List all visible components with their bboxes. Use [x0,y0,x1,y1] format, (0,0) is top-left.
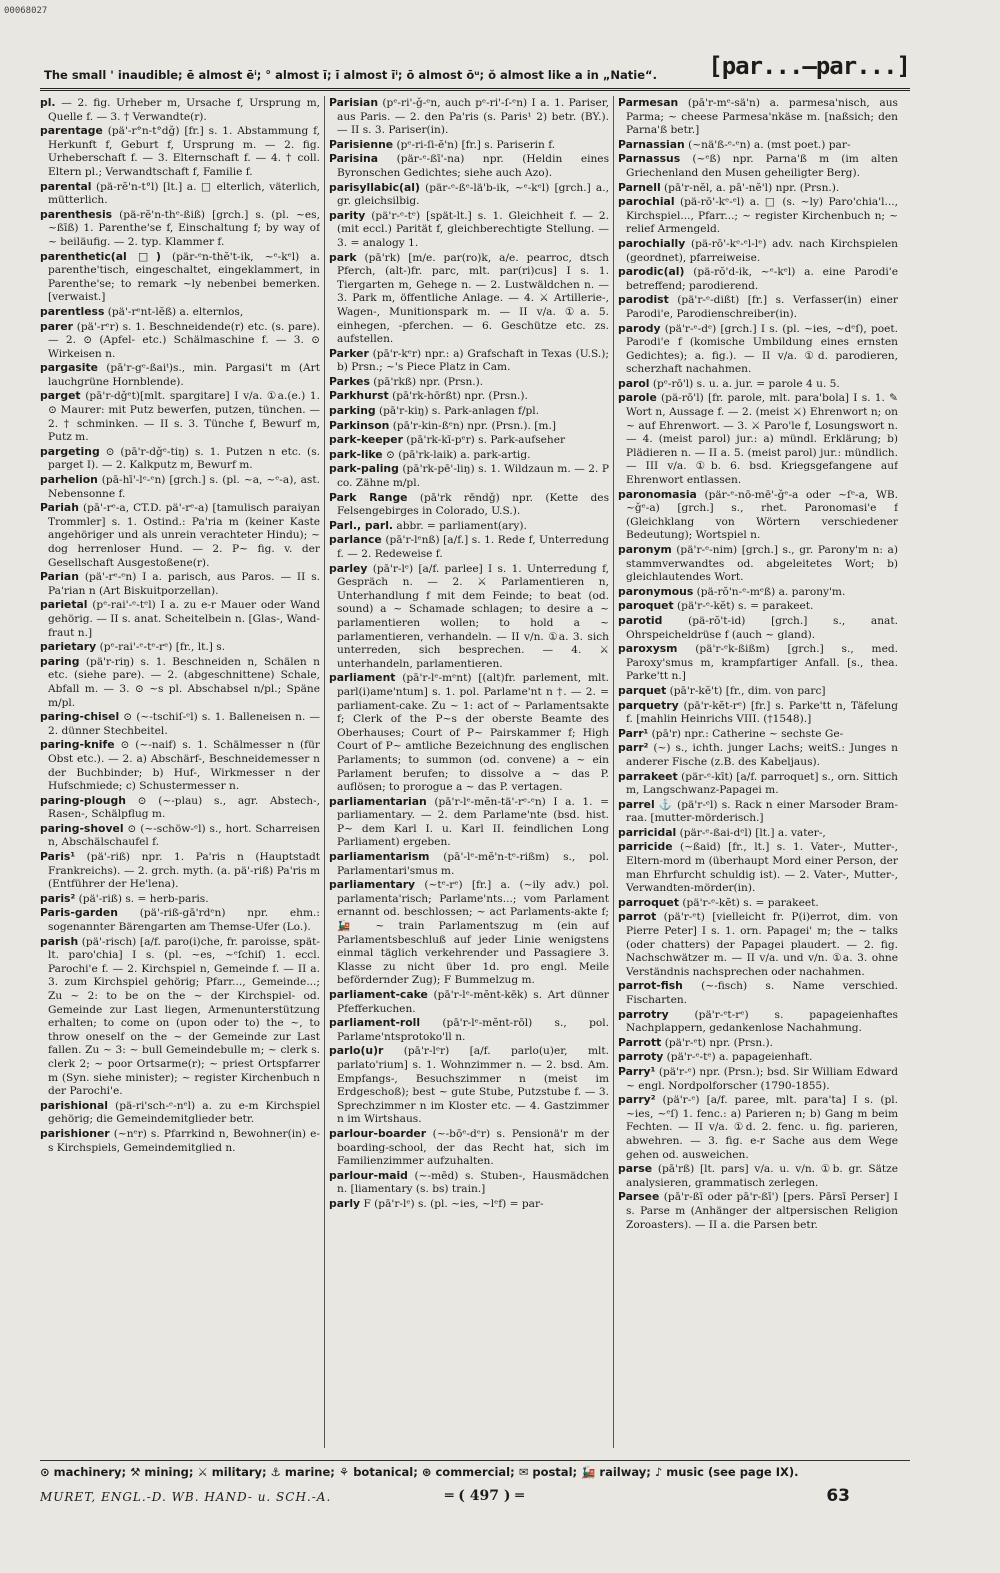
headword: park-keeper [329,433,403,447]
entry-definition: (pä'-riß-gā'rdᵉn) npr. ehm.: sogenannter Bärengarten am Themse-Ufer (Lo.). [48,907,320,934]
entry-definition: (pā'r-lᵉ-mĕn-tä'-rᵉ-ᵉn) I a. 1. = parliamentary. — 2. dem Parlame'nte (bsd. hist. P~ dem Karl I. u. Karl II. feindlichen Long Parliament) ergeben. [337,795,609,849]
dictionary-entry [618,1190,898,1232]
headword: Parisienne [329,137,394,151]
dictionary-entry [40,180,320,208]
column-2 [329,96,609,1448]
entry-definition: (pä'-r°n-t°dǧ) [fr.] s. 1. Abstammung f, Herkunft f, Geburt f, Ursprung m. — 2. fig. Urheberschaft f. — 3. Elternschaft f. — 4. † coll. Eltern pl.; Verwandtschaft f, Familie f. [48,125,320,178]
entry-definition: ⊙ (pā'rk-laik) a. park-artig. [386,448,531,461]
headword: Parrott [618,1035,662,1049]
dictionary-entry [40,794,320,822]
entry-definition: (pä'r-ᵉt) npr. (Prsn.). [664,1036,774,1049]
entry-definition: ⚓ (pä'r-ᵉl) s. Rack n einer Marsoder Bram-raa. [mutter-mörderisch.] [626,798,898,825]
entry-definition: (pä'-rᵉnt-lĕß) a. elternlos, [107,305,244,318]
entry-definition: abbr. = parliament(ary). [396,519,527,532]
headword: Pariah [40,501,79,515]
entry-definition: (pā'-rᵉ-a, CT.D. pä'-rᵉ-a) [tamulisch paraiyan Trommler] s. 1. Ostind.: Pa'ria m (keiner Kaste angehöriger und als unrein verachteter Hindu); ~ dog herrenloser Hund. — 2. P~ fig. v. der Gesellschaft Ausgestoßene(r). [48,502,320,569]
entry-definition: ⊙ (~-plau) s., agr. Abstech-, Rasen-, Schälpflug m. [48,794,320,821]
headword: parrakeet [618,769,678,783]
entry-definition: (pā'r-ßī oder pā'r-ßī') [pers. Pārsī Perser] I s. Parse m (Anhänger der altpersischen Religion Zoroasters). — II a. die Parsen betr. [626,1191,898,1231]
headword: parliamentarism [329,850,430,864]
entry-definition: (pär-ᵉ-ßī'-na) npr. (Heldin eines Byronschen Gedichtes; siehe auch Azo). [337,153,609,179]
headword: parliamentarian [329,794,427,808]
headword: parentage [40,124,103,138]
headword: parer [40,319,73,333]
entry-definition: (~ßaid) [fr., lt.] s. 1. Vater-, Mutter-, Eltern-mord m (überhaupt Mord einer Person, der man Ehrfurcht schuldig ist). — 2. Vater-, Mutter-, Verwandten-mörder(in). [626,841,898,895]
headword: paring-knife [40,738,115,752]
entry-definition: (pä-rō'l) [fr. parole, mlt. para'bola] I s. 1. ✎ Wort n, Aussage f. — 2. (meist ⚔) Ehrenwort n; on ~ auf Ehrenwort. — 3. ⚔ Paro'le f, Losungswort n. — 4. (meist parol) jur.: a) mündl. Erklärung; b) Plädieren n. — II a. 5. (meist parol) jur.: mündlich. — III v/a. ①b. 6. bsd. Kriegsgefangene auf Ehrenwort entlassen. [626,392,898,487]
entry-definition: (pā'r-lᵉ-mĕnt-rōl) s., pol. Parlame'ntsprotoko'll n. [337,1017,609,1043]
headword: parquet [618,683,667,697]
dictionary-entry [40,1099,320,1127]
dictionary-entry [329,448,609,463]
dictionary-entry [329,533,609,561]
entry-definition: (pär-ᵉn-thĕ't-ik, ~ᵉ-kᵉl) a. parenthe'tisch, eingeschaltet, eingeklammert, in Parenthe'se; to remark ~ly nebenbei bemerken. [verwaist.] [48,250,320,304]
dictionary-entry [329,878,609,988]
headword: parrot-fish [618,979,683,993]
dictionary-entry [618,585,898,600]
dictionary-entry [329,209,609,251]
headword: parking [329,404,376,418]
dictionary-entry [329,347,609,375]
dictionary-entry [618,910,898,979]
headword: Parisina [329,152,379,166]
dictionary-entry [329,462,609,490]
dictionary-entry [40,208,320,250]
page-header [40,52,910,91]
entry-definition: (pä-ri'sch-ᵉ-nᵉl) a. zu e-m Kirchspiel gehörig; die Gemeindemitglieder betr. [48,1099,320,1126]
headword: parol [618,376,650,390]
entry-definition: (pä-rŏ't-id) [grch.] s., anat. Ohrspeicheldrüse f (auch ~ gland). [626,614,898,641]
headword: parliamentary [329,878,416,892]
dictionary-entry [40,320,320,362]
dictionary-entry [618,322,898,377]
entry-definition: (pä-rō'-kᵉ-ᵉl-lᵉ) adv. nach Kirchspielen (geordnet), pfarreiweise. [626,237,898,264]
headword: parliament [329,671,396,685]
headword: parry² [618,1093,656,1107]
headword: parishioner [40,1126,110,1140]
dictionary-entry [329,433,609,448]
entry-definition: F (pā'r-lᵉ) s. (pl. ~ies, ~lᵉf) = par- [363,1197,544,1210]
dictionary-entry [618,1093,898,1162]
dictionary-entry [40,124,320,179]
dictionary-entry [329,152,609,180]
entry-definition: (~-fisch) s. Name verschied. Fischarten. [626,980,898,1006]
headword: Parkhurst [329,389,389,403]
entry-definition: (pā'rk-pē'-liŋ) s. 1. Wildzaun m. — 2. P co. Zähne m/pl. [337,463,609,490]
headword: parisyllabic(al) [329,180,420,194]
dictionary-entry [40,598,320,640]
entry-definition: (~nä'ß-ᵉ-ᵉn) a. (mst poet.) par- [688,138,851,151]
dictionary-entry [618,237,898,265]
entry-definition: (~ᵉß) npr. Parna'ß m (im alten Griechenland den Musen geheiligter Berg). [626,153,898,179]
headword: Parl., parl. [329,518,394,532]
entry-definition: (pär-ᵉ-ßᵉ-lä'b-ik, ~ᵉ-kᵉl) [grch.] a., gr. gleichsilbig. [337,181,609,208]
entry-definition: (pā'r-kin-ßᵉn) npr. (Prsn.). [m.] [392,419,556,432]
dictionary-entry [618,1162,898,1190]
headword: paroquet [618,599,674,613]
dictionary-entry [618,614,898,642]
source-title: MURET, ENGL.-D. WB. HAND- u. SCH.-A. [40,1490,332,1504]
headword: parrot [618,910,657,924]
headword: paronomasia [618,487,697,501]
entry-definition: (pä'r-ᵉ-nim) [grch.] s., gr. Parony'm n: a) stammverwandtes od. abgeleitetes Wort; b) gleichlautendes Wort. [626,544,898,584]
dictionary-entry [329,1044,609,1127]
dictionary-entry [618,798,898,826]
entry-definition: (pä'r-ᵉ-tᵉ) a. papageienhaft. [666,1051,813,1064]
headword: paronymous [618,584,694,598]
dictionary-entry [618,727,898,742]
dictionary-entry [329,404,609,419]
headword: park [329,250,357,264]
page-footer [40,1488,910,1510]
entry-definition: (pä'r-ᵉ-dißt) [fr.] s. Verfasser(in) einer Parodi'e, Parodienschreiber(in). [626,294,898,320]
entry-definition: (pā'rk) [m/e. par(ro)k, a/e. pearroc, dtsch Pferch, (alt-)fr. parc, mlt. par(ri)cus] I s. 1. Tiergarten m, Gehege n. — 2. Lustwäldchen n. — 3. Park m, öffentliche Anlage. — 4. ⚔ Artillerie-, Wagen-, Munitionspark m. — II v/a. ①a. 5. einhegen, -pferchen. — 6. Geschütze etc. zs. aufstellen. [337,251,609,346]
headword: paronym [618,543,672,556]
entry-definition: (pä-rō'-kᵉ-ᵉl) a. □ (s. ~ly) Paro'chia'l..., Kirchspiel..., Pfarr...; ~ register Kirchenbuch n; ~ relief Armengeld. [626,196,898,236]
entry-definition: ⊙ (~-tschiſ-ᵉl) s. 1. Balleneisen n. — 2. dünner Stechbeitel. [48,711,320,737]
dictionary-entry [329,251,609,347]
headword: parietal [40,598,88,612]
entry-definition: — 2. fig. Urheber m, Ursache f, Ursprung m, Quelle f. — 3. † Verwandte(r). [48,97,320,123]
headword: parenthetic(al □) [40,249,161,263]
dictionary-entry [40,361,320,389]
dictionary-entry [329,1169,609,1197]
headword: Parsee [618,1190,660,1204]
entry-definition: (pā'rk-hōrßt) npr. (Prsn.). [392,390,528,403]
dictionary-entry [618,684,898,699]
entry-definition: (pä'-rᵉr) s. 1. Beschneidende(r) etc. (s. pare). — 2. ⊙ (Apfel- etc.) Schälmaschine f. — 3. ⊙ Wirkeisen n. [48,320,320,360]
dictionary-entry [40,850,320,892]
dictionary-entry [40,710,320,738]
headword: parroquet [618,895,679,909]
dictionary-entry [329,96,609,138]
dictionary-entry [329,988,609,1016]
entry-definition: (pᵉ-rai'-ᵉ-tᵉl) I a. zu e-r Mauer oder Wand gehörig. — II s. anat. Scheitelbein n. [Glas-, Wand-fraut n.] [48,599,320,639]
dictionary-entry [40,96,320,124]
dictionary-entry [40,445,320,473]
dictionary-entry [618,391,898,487]
dictionary-entry [329,1016,609,1044]
headword: parroty [618,1050,664,1064]
dictionary-entry [618,642,898,684]
dictionary-entry [40,906,320,934]
entry-definition: (~nᵉr) s. Pfarrkind n, Bewohner(in) e-s Kirchspiels, Gemeindemitglied n. [48,1127,320,1154]
headword: pargasite [40,361,98,375]
entry-definition: (pä'r-ᵉ) npr. (Prsn.); bsd. Sir William Edward ~ engl. Nordpolforscher (1790-1855). [626,1065,898,1092]
dictionary-entry [40,305,320,320]
headword: Parr¹ [618,726,649,740]
dictionary-entry [329,519,609,534]
headword: pargeting [40,444,100,458]
entry-definition: (pä-rĕ'n-t°l) [lt.] a. □ elterlich, väterlich, mütterlich. [48,180,320,207]
entry-definition: (pᵉ-ri'-ǧ-ᵉn, auch pᵉ-ri'-ſ-ᵉn) I a. 1. Pariser, aus Paris. — 2. den Pa'ris (s. Paris¹ 2) betr. (BY.). — II s. 3. Pariser(in). [337,97,609,137]
column-divider [324,96,325,1448]
entry-definition: (pä'r-ᵉt) [vielleicht fr. P(i)errot, dim. von Pierre Peter] I s. 1. orn. Papagei' m; the ~ talks (oder chatters) der Papagei plaudert. — 2. fig. Nachschwätzer m. — II v/a. und v/n. ①a. 3. ohne Verständnis nachsprechen oder nachahmen. [626,911,898,978]
headword: parse [618,1162,653,1176]
headword: parlance [329,533,382,547]
entry-definition: ⊙ (~-schöw-ᵉl) s., hort. Scharreisen n, Abschälschaufel f. [48,822,320,849]
headword: paring-shovel [40,821,124,835]
dictionary-entry [40,250,320,305]
entry-definition: (pä'r-ᵉ-kĕt) s. = parakeet. [682,896,819,909]
entry-definition: (pā-hī'-lᵉ-ᵉn) [grch.] s. (pl. ~a, ~ᵉ-a), ast. Nebensonne f. [48,474,320,500]
entry-definition: (pā'r-kiŋ) s. Park-anlagen f/pl. [379,405,540,418]
headword: parricidal [618,825,677,839]
dictionary-entry [618,896,898,911]
headword: parricide [618,840,673,854]
dictionary-entry [329,795,609,850]
entry-definition: (pā'r-kĕ't) [fr., dim. von parc] [669,684,826,697]
dictionary-entry [618,1008,898,1036]
headword: parliament-roll [329,1016,421,1030]
headword: Parry¹ [618,1064,656,1078]
entry-definition: (pā'r-gᵉ-ßaiᵗ)s., min. Pargasi't m (Art lauchgrüne Hornblende). [48,362,320,388]
guide-words: [par...—par...] [708,52,910,80]
dictionary-entry [40,738,320,793]
entry-definition: (pä'r-ᵉ-tᵉ) [spät-lt.] s. 1. Gleichheit f. — 2. (mit eccl.) Parität f, gleichberechtigte Stellung. — 3. = analogy 1. [337,209,609,249]
headword: parochially [618,236,686,250]
entry-definition: (pā'rk rēndǧ) npr. (Kette des Felsengebirges in Colorado, U.S.). [337,491,609,518]
headword: parr² [618,741,649,755]
headword: Parkes [329,374,370,388]
page-number: ═ ( 497 ) ═ [445,1488,524,1504]
dictionary-entry [329,1127,609,1169]
dictionary-entry [618,770,898,798]
headword: parish [40,934,79,948]
entry-definition: (pär-ᵉ-nō-mē'-ǧᵉ-a oder ~ſᵉ-a, WB. ~ǧᵉ-a) [grch.] s., rhet. Paronomasi'e f (Gleichklang von Wörtern verschiedener Bedeutung); Wortspiel n. [626,488,898,542]
entry-definition: (pā'r-lᵉ) [a/f. parlee] I s. 1. Unterredung f, Gespräch n. — 2. ⚔ Parlamentieren n, Unterhandlung f mit dem Feinde; to beat (od. sound) a ~ Schamade schlagen; to desire a ~ parlamentieren wollen; to hold a ~ parlamentieren, verhandeln. — II v/n. ①a. 3. sich unterreden, sich besprechen. — 4. ⚔ unterhandeln, parlamentieren. [337,562,609,670]
headword: parrotry [618,1007,669,1021]
dictionary-entry [329,181,609,209]
dictionary-entry [618,195,898,237]
dictionary-entry [618,181,898,196]
headword: parenthesis [40,207,113,221]
entry-definition: (pā'r-kĕt-rᵉ) [fr.] s. Parke'tt n, Täfelung f. [mahlin Heinrichs VIII. (†1548).] [626,699,898,726]
dictionary-entry [329,375,609,390]
headword: paris² [40,891,76,905]
dictionary-entry [40,1127,320,1155]
entry-definition: (pā'-lᵉ-mĕ'n-tᵉ-rißm) s., pol. Parlamentari'smus m. [337,851,609,877]
headword: Parisian [329,96,379,109]
entry-definition: (pā'r) npr.: Catherine ~ sechste Ge- [651,727,844,740]
scan-id: 00068027 [4,6,48,16]
dictionary-entry [40,473,320,501]
headword: parquetry [618,698,679,712]
entry-definition: (pᵉ-rai'-ᵉ-tᵉ-rᵉ) [fr., lt.] s. [99,641,226,654]
columns [40,96,910,1448]
entry-definition: (pā'r-lᵉr) [a/f. parlo(u)er, mlt. parlato'rium] s. 1. Wohnzimmer n. — 2. bsd. Am. Empfangs-, Besuchszimmer n (meist im Erdgeschoß); best ~ gute Stube, Putzstube f. — 3. Sprechzimmer n im Kloster etc. — 4. Gastzimmer n im Wirtshaus. [337,1045,609,1126]
pronunciation-key: The small ' inaudible; ē almost ēⁱ; ° almost ī; ī almost īⁱ; ō almost ōᵘ; ŏ almost like a in „Natie“. [44,68,657,82]
entry-definition: (pä'-riß) s. = herb-paris. [78,892,209,905]
headword: parodist [618,293,669,307]
entry-definition: (pā'r-lᵉnß) [a/f.] s. 1. Rede f, Unterredung f. — 2. Redeweise f. [337,534,609,560]
entry-definition: (pā'r-kᵉr) npr.: a) Grafschaft in Texas (U.S.); b) Prsn.; ~'s Piece Platz in Cam. [337,347,609,374]
dictionary-entry [40,892,320,907]
headword: paring-chisel [40,710,120,724]
dictionary-entry [618,1036,898,1051]
dictionary-entry [618,840,898,895]
column-3 [618,96,898,1448]
headword: parody [618,321,661,335]
entry-definition: (pā'r-lᵉ-mĕnt-kēk) s. Art dünner Pfefferkuchen. [337,989,609,1015]
headword: Parker [329,346,369,360]
entry-definition: (pā'r-mᵉ-sä'n) a. parmesa'nisch, aus Parma; ~ cheese Parmesa'nkäse m. [naßsich; den Parna'ß betr.] [626,97,898,137]
headword: parlo(u)r [329,1044,384,1058]
dictionary-entry [618,488,898,543]
headword: paring [40,654,80,668]
dictionary-entry [618,1050,898,1065]
entry-definition: (pär-ᵉ-ßai-dᵉl) [lt.] a. vater-, [679,826,826,839]
dictionary-entry [618,265,898,293]
headword: parrel [618,797,655,811]
entry-definition: (pä'-riß) npr. 1. Pa'ris n (Hauptstadt Frankreichs). — 2. grch. myth. (a. pä'-riß) Pa'ris m (Entführer der He'lena). [48,851,320,891]
entry-definition: (pā'rkß) npr. (Prsn.). [373,375,484,388]
entry-definition: (pā'r-dǧᵉt)[mlt. spargitare] I v/a. ①a.(e.) 1. ⊙ Maurer: mit Putz bewerfen, putzen, tünchen. — 2. † schminken. — II s. 3. Tünche f, Bewurf m, Putz m. [48,390,320,444]
headword: Parmesan [618,96,679,109]
entry-definition: (pᵉ-ri-ſi-ĕ'n) [fr.] s. Pariserin f. [396,138,556,151]
dictionary-entry [618,1065,898,1093]
headword: parotid [618,613,663,627]
entry-definition: (~-mēd) s. Stuben-, Hausmädchen n. [liamentary (s. bs) train.] [337,1169,609,1196]
dictionary-entry [618,699,898,727]
entry-definition: (pä'-risch) [a/f. paro(i)che, fr. paroisse, spät-lt. paro'chia] I s. (pl. ~es, ~ᵉſchiſ) 1. eccl. Parochi'e f. — 2. Kirchspiel n, Gemeinde f. — II a. 3. zum Kirchspiel gehörig; Pfarr..., Gemeinde...; Zu ~ 2: to be on the ~ der Kirchspiel- od. Gemeinde zur Last liegen, Armenunterstützung erhalten; to come on (upon oder to) the ~, to throw oneself on the ~ der Gemeinde zur Last fallen. Zu ~ 3: ~ bull Gemeindebulle m; ~ clerk s. clerk 2; ~ poor Ortsarme(r); ~ priest Ortspfarrer m (Syn. siehe minister); ~ register Kirchenbuch n der Parochi'e. [48,935,320,1098]
dictionary-entry [40,655,320,710]
headword: Parnassian [618,137,685,151]
symbol-legend: ⊙ machinery; ⚒ mining; ⚔ military; ⚓ marine; ⚘ botanical; ⊛ commercial; ✉ postal; 🚂 railway; ♪ music (see page IX). [40,1460,910,1479]
entry-definition: ⊙ (~-naif) s. 1. Schälmesser n (für Obst etc.). — 2. a) Abschärf-, Beschneidemesser n der Buchbinder; b) Huf-, Wirkmesser n der Hufschmiede; c) Schustermesser n. [48,739,320,793]
dictionary-entry [618,543,898,585]
headword: Parnell [618,180,661,194]
headword: parental [40,179,92,193]
entry-definition: (pä'r-ᵉt-rᵉ) s. papageienhaftes Nachplappern, gedankenlose Nachahmung. [626,1008,898,1035]
dictionary-entry [618,152,898,180]
headword: parlour-boarder [329,1126,427,1140]
headword: parietary [40,640,97,654]
entry-definition: (pä-rŏ'd-ik, ~ᵉ-kᵉl) a. eine Parodi'e betreffend; parodierend. [626,266,898,292]
dictionary-entry [329,671,609,794]
headword: parley [329,561,368,575]
dictionary-entry [329,138,609,153]
headword: paring-plough [40,793,126,807]
dictionary-entry [618,138,898,153]
headword: parochial [618,195,675,209]
entry-definition: (pä-rŏ'n-ᵉ-mᵉß) a. parony'm. [696,585,846,598]
headword: parishional [40,1098,108,1112]
entry-definition: (pär-ᵉ-kīt) [a/f. parroquet] s., orn. Sittich m, Langschwanz-Papagei m. [626,770,898,797]
entry-definition: (pᵉ-rō'l) s. u. a. jur. = parole 4 u. 5. [652,377,840,390]
dictionary-entry [329,850,609,878]
dictionary-entry [618,377,898,392]
folio-number: 63 [826,1486,850,1506]
entry-definition: (pä'r-ᵉ-kĕt) s. = parakeet. [677,600,814,613]
headword: parity [329,208,366,222]
dictionary-entry [40,935,320,1099]
dictionary-entry [329,491,609,519]
entry-definition: (pā'rk-kī-pᵉr) s. Park-aufseher [406,434,566,447]
dictionary-entry [329,1197,609,1212]
dictionary-entry [40,822,320,850]
headword: parhelion [40,473,98,487]
headword: Paris¹ [40,850,76,864]
headword: Paris-garden [40,906,118,920]
dictionary-entry [329,419,609,434]
dictionary-entry [618,293,898,321]
dictionary-entry [40,501,320,570]
headword: paroxysm [618,642,678,656]
entry-definition: (pä'r-ᵉ) [a/f. paree, mlt. para'ta] I s. (pl. ~ies, ~ᵉſ) 1. fenc.: a) Parieren n; b) Gang m beim Fechten. — II v/a. ①d. 2. fenc. u. fig. parieren, abwehren. — 3. fig. e-r Sache aus dem Wege gehen od. ausweichen. [626,1094,898,1161]
dictionary-entry [329,562,609,672]
entry-definition: (pā'rß) [lt. pars] v/a. u. v/n. ①b. gr. Sätze analysieren, grammatisch zerlegen. [626,1163,898,1189]
headword: parly [329,1196,361,1210]
entry-definition: (pä'r-ᵉ-dᵉ) [grch.] I s. (pl. ~ies, ~dᵉſ), poet. Parodi'e f (komische Umbildung eines ernsten Gedichtes); a. fig.). — II v/a. ①d. parodieren, scherzhaft nachahmen. [626,322,898,376]
dictionary-entry [618,826,898,841]
dictionary-entry [40,570,320,598]
headword: Park Range [329,490,408,504]
entry-definition: (pä-rĕ'n-thᵉ-ßiß) [grch.] s. (pl. ~es, ~ßīß) 1. Parenthe'se f, Einschaltung f; by way of ~ beiläufig. — 2. typ. Klammer f. [48,208,320,248]
headword: Parnassus [618,152,681,166]
headword: parliament-cake [329,988,428,1001]
headword: parodic(al) [618,265,685,279]
headword: parole [618,391,657,405]
headword: parget [40,389,81,403]
dictionary-entry [40,640,320,655]
column-1 [40,96,320,1448]
entry-definition: (pā'r-nĕl, a. pā'-nĕ'l) npr. (Prsn.). [664,181,840,194]
dictionary-entry [618,979,898,1007]
entry-definition: (pä'r-ᵉk-ßißm) [grch.] s., med. Paroxy'smus m, krampfartiger Anfall. [s., thea. Parke'tt n.] [626,643,898,683]
headword: park-like [329,447,383,461]
entry-definition: (pä'r-riŋ) s. 1. Beschneiden n, Schälen n etc. (siehe pare). — 2. (abgeschnittene) Schale, Abfall m. — 3. ⊙ ~s pl. Abschabsel n/pl.; Späne m/pl. [48,655,320,709]
dictionary-entry [40,389,320,444]
dictionary-entry [618,599,898,614]
dictionary-entry [618,741,898,769]
headword: parlour-maid [329,1168,408,1182]
entry-definition: (~tᵉ-rᵉ) [fr.] a. (~ily adv.) pol. parlamenta'risch; Parlame'nts...; vom Parlament ernannt od. beschlossen; ~ act Parlaments-akte f; 🚂 ~ train Parlamentszug m (ein auf Parlamentsbeschluß auf jeder Linie wenigstens einmal täglich verkehrender und Passagiere 3. Klasse zu nicht über 1d. pro engl. Meile befördernder Zug); F Bummelzug m. [337,879,609,987]
headword: Parkinson [329,418,390,432]
headword: park-paling [329,462,399,476]
headword: parentless [40,304,105,318]
entry-definition: (pā'r-lᵉ-mᵉnt) [(alt)fr. parlement, mlt. parl(i)ame'ntum] s. 1. pol. Parlame'nt n †. — 2. = parliament-cake. Zu ~ 1: act of ~ Parlamentsakte f; Clerk of the P~s der oberste Beamte des Oberhauses; Court of P~ Pairskammer f; High Court of P~ amtliche Bezeichnung des englischen Parlaments; to summon (od. convene) a ~ ein Parlament berufen; to dissolve a ~ das P. auflösen; to prorogue a ~ das P. vertagen. [337,672,609,794]
entry-definition: (~) s., ichth. junger Lachs; weitS.: Junges n anderer Fische (z.B. des Kabeljaus). [626,742,898,768]
entry-definition: (pä'-rᵉ-ᵉn) I a. parisch, aus Paros. — II s. Pa'rian n (Art Biskuitporzellan). [48,571,320,597]
entry-definition: (~-bōᵉ-dᵉr) s. Pensionä'r m der boarding-school, der das Recht hat, sich im Familienzimmer aufzuhalten. [337,1127,609,1168]
headword: pl. [40,96,56,109]
column-divider [613,96,614,1448]
headword: Parian [40,570,79,584]
dictionary-entry [618,96,898,138]
dictionary-entry [329,389,609,404]
entry-definition: ⊙ (pā'r-dǧᵉ-tiŋ) s. 1. Putzen n etc. (s. parget I). — 2. Kalkputz m, Bewurf m. [48,445,320,472]
